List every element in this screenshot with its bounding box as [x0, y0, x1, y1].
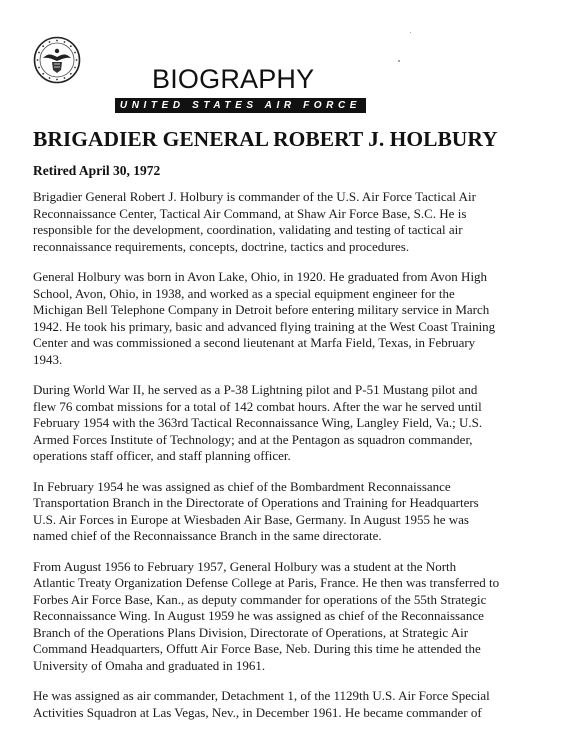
text-line: Armed Forces Institute of Technology; and at the Pentagon as squadron commander,: [33, 431, 473, 447]
text-line: responsible for the development, coordination, validating and testing of tactical air: [33, 222, 463, 237]
text-line: In February 1954 he was assigned as chief of the Bombardment Reconnaissance: [33, 478, 451, 494]
paragraph-1: [33, 189, 545, 255]
text-line: Reconnaissance Center, Tactical Air Command, at Shaw Air Force Base, S.C. He is: [33, 205, 467, 221]
text-line: Michigan Bell Telephone Company in Detroit before entering military service in March: [33, 302, 490, 317]
paragraph-2: [33, 269, 545, 368]
text-line: Brigadier General Robert J. Holbury is commander of the U.S. Air Force Tactical Air: [33, 189, 476, 204]
text-line: From August 1956 to February 1957, General Holbury was a student at the North: [33, 558, 457, 574]
united-states-air-force-band: UNITED STATES AIR FORCE: [115, 98, 366, 113]
text-line: flew 76 combat missions for a total of 142 combat hours. After the war he served until: [33, 398, 482, 414]
text-line: Command Headquarters, Offutt Air Force Base, Neb. During this time he attended the: [33, 641, 481, 656]
text-line: operations staff officer, and staff planning officer.: [33, 448, 291, 463]
scan-speck: [410, 32, 411, 33]
air-force-seal-icon: [33, 36, 81, 84]
text-line: named chief of the Reconnaissance Branch in the same directorate.: [33, 528, 382, 543]
paragraph-5: [33, 559, 545, 675]
text-line: Branch of the Operations Plans Division, Directorate of Operations, at Strategic Air: [33, 624, 469, 640]
text-line: Center and was commissioned a second lieutenant at Marfa Field, Texas, in February: [33, 335, 476, 350]
paragraph-4: [33, 479, 545, 545]
text-line: General Holbury was born in Avon Lake, Ohio, in 1920. He graduated from Avon High: [33, 269, 488, 284]
text-line: Transportation Branch in the Directorate of Operations and Training for Headquarters: [33, 495, 479, 510]
text-line: School, Avon, Ohio, in 1938, and worked as a special equipment engineer for the: [33, 285, 455, 301]
scan-speck: [398, 60, 400, 62]
paragraph-6: [33, 688, 545, 721]
text-line: Atlantic Treaty Organization Defense College at Paris, France. He then was transferred to: [33, 575, 500, 590]
text-line: Activities Squadron at Las Vegas, Nev., in December 1961. He became commander of: [33, 704, 482, 720]
text-line: 1943.: [33, 351, 63, 367]
text-line: Forbes Air Force Base, Kan., as deputy commander for operations of the 55th Strategic: [33, 591, 487, 607]
biography-title: BIOGRAPHY: [152, 64, 315, 94]
subject-name-heading: BRIGADIER GENERAL ROBERT J. HOLBURY: [33, 127, 498, 151]
text-line: 1942. He took his primary, basic and advanced flying training at the West Coast Training: [33, 318, 496, 334]
biography-body: [33, 189, 545, 735]
text-line: University of Omaha and graduated in 1961.: [33, 657, 266, 673]
text-line: He was assigned as air commander, Detachment 1, of the 1129th U.S. Air Force Special: [33, 688, 490, 703]
text-line: Reconnaissance Wing. In August 1959 he was assigned as chief of the Reconnaissance: [33, 608, 484, 623]
text-line: During World War II, he served as a P-38 Lightning pilot and P-51 Mustang pilot and: [33, 382, 478, 397]
paragraph-3: [33, 382, 545, 465]
text-line: February 1954 with the 363rd Tactical Reconnaissance Wing, Langley Field, Va.; U.S.: [33, 415, 483, 430]
text-line: U.S. Air Forces in Europe at Wiesbaden Air Base, Germany. In August 1955 he was: [33, 511, 469, 527]
text-line: reconnaissance requirements, concepts, doctrine, tactics and procedures.: [33, 238, 410, 254]
retired-date: Retired April 30, 1972: [33, 163, 161, 178]
